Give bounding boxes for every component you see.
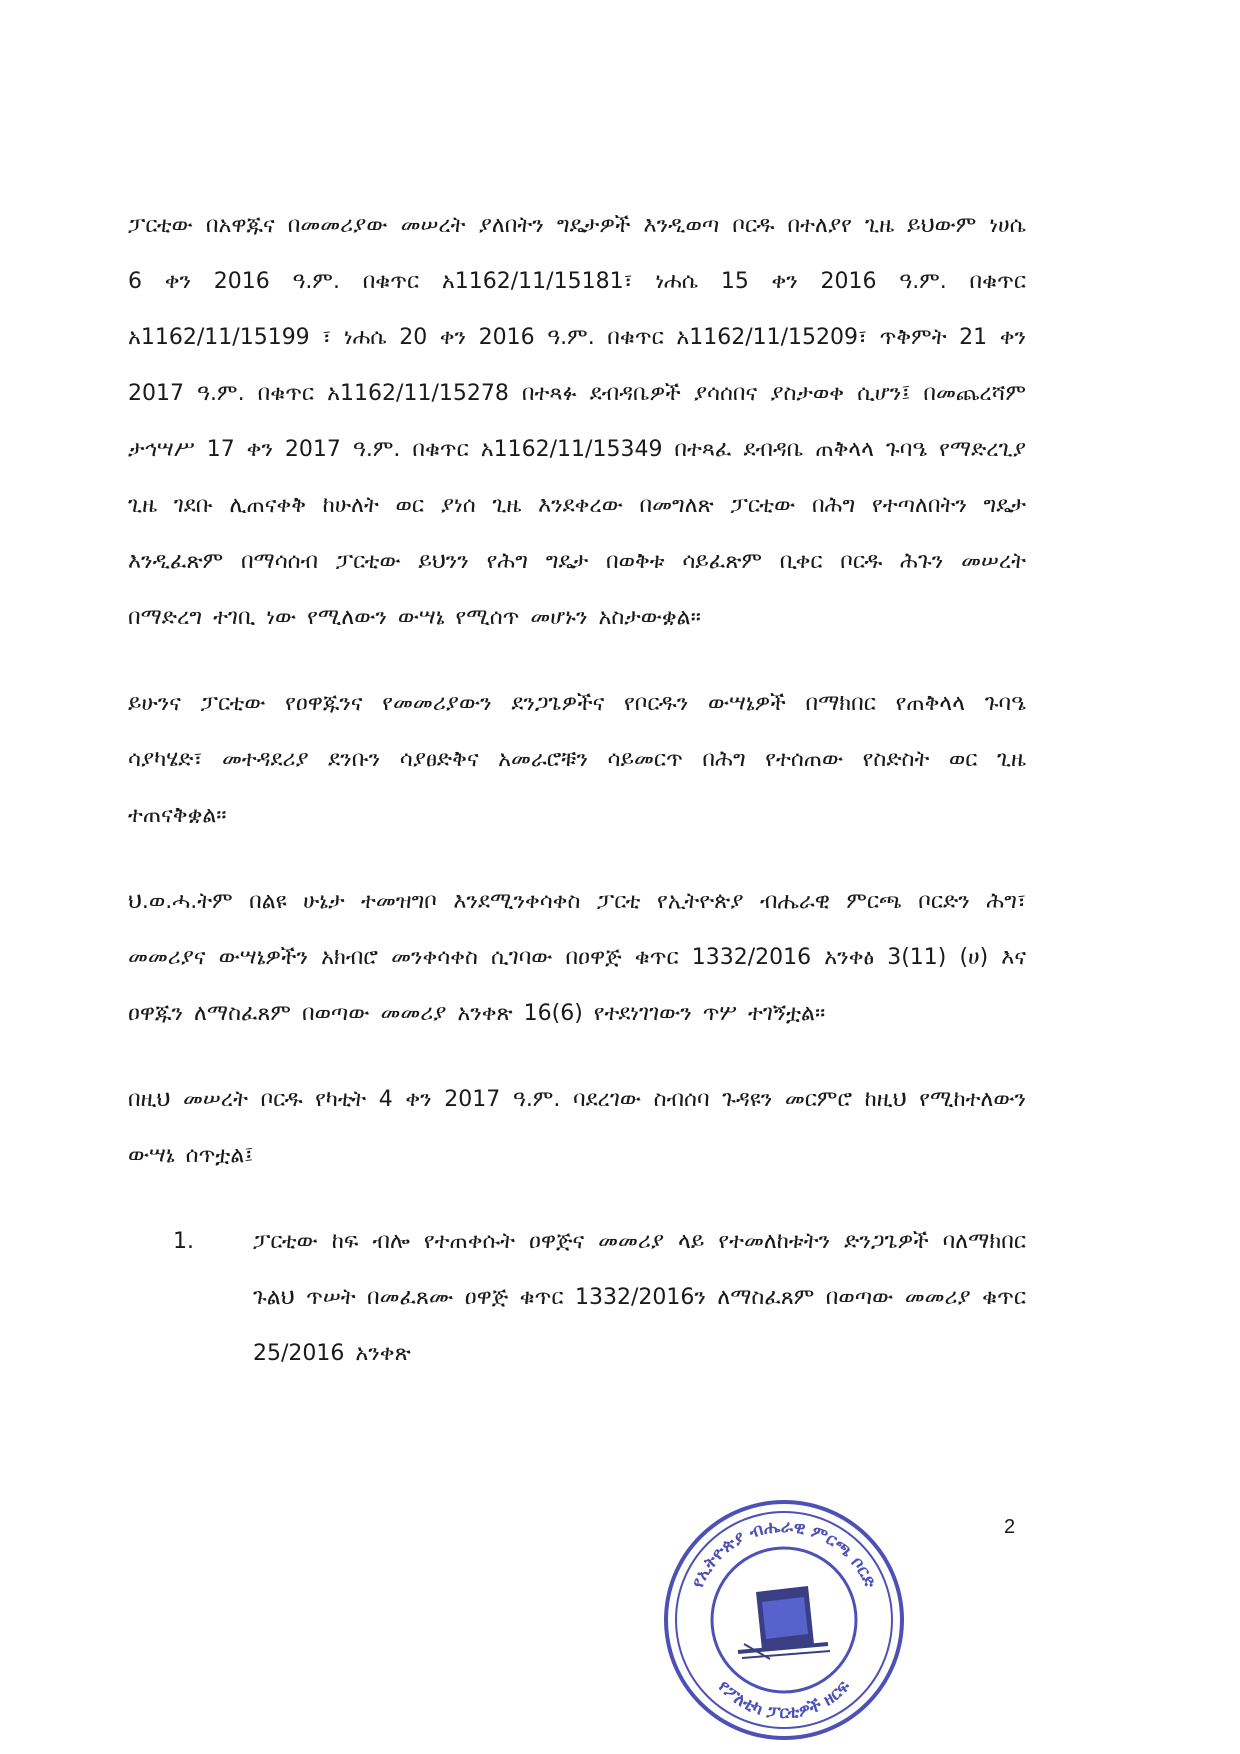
paragraph-2: ይሁንና ፓርቲው የዐዋጁንና የመመሪያውን ደንጋጌዎችና የቦርዱን ውሣኔዎች በማክበር የጠቅላላ ጉባዔ ሳያካሄድ፣ መተዳደሪያ ደንቡን ሳያፀድቅና አመራሮቹን ሳይመርጥ በሕግ የተሰጠው የስድስት ወር ጊዜ ተጠናቅቋል።: [128, 691, 1026, 828]
official-seal-stamp: [658, 1494, 910, 1746]
page-number: 2: [1004, 1516, 1016, 1538]
paragraph-3: ህ.ወ.ሓ.ትም በልዩ ሁኔታ ተመዝግቦ እንደሚንቀሳቀስ ፓርቲ የኢትዮጵያ ብሔራዊ ምርጫ ቦርድን ሕግ፣ መመሪያና ውሣኔዎችን አክብሮ መንቀሳቀስ ሲገባው በዐዋጅ ቁጥር 1332/2016 አንቀፅ 3(11) (ሀ) እና ዐዋጁን ለማስፈጸም በወጣው መመሪያ አንቀጽ 16(6) የተደነገገውን ጥሦ ተገኝቷል።: [128, 889, 1026, 1026]
seal-top-text: የኢትዮጵያ ብሔራዊ ምርጫ ቦርድ: [687, 1516, 881, 1591]
paragraph-4: በዚህ መሠረት ቦርዱ የካቲት 4 ቀን 2017 ዓ.ም. ባደረገው ስብሰባ ጉዳዩን መርምሮ ከዚህ የሚከተለውን ውሣኔ ሰጥቷል፤: [128, 1087, 1026, 1168]
list-item: [173, 1214, 1026, 1382]
paragraph-1: ፓርቲው በአዋጁና በመመሪያው መሠረት ያለበትን ግዴታዎች እንዲወጣ ቦርዱ በተለያየ ጊዜ ይህውም ነሀሴ 6 ቀን 2016 ዓ.ም. በቁጥር አ1162/11/15181፣ ነሐሴ 15 ቀን 2016 ዓ.ም. በቁጥር አ1162/11/15199 ፣ ነሐሴ 20 ቀን 2016 ዓ.ም. በቁጥር አ1162/11/15209፣ ጥቅምት 21 ቀን 2017 ዓ.ም. በቁጥር አ1162/11/15278 በተጻፉ ደብዳቤዎች ያሳሰበና ያስታወቀ ሲሆን፤ በመጨረሻም ታኅሣሥ 17 ቀን 2017 ዓ.ም. በቁጥር አ1162/11/15349 በተጻፈ ደብዳቤ ጠቅላላ ጉባዔ የማድረጊያ ጊዜ ገደቡ ሊጠናቀቅ ከሁለት ወር ያነሰ ጊዜ እንደቀረው በመግለጽ ፓርቲው በሕግ የተጣለበትን ግዴታ እንዲፈጽም በማሳሰብ ፓርቲው ይህንን የሕግ ግዴታ በወቅቱ ሳይፈጽም ቢቀር ቦርዱ ሕጉን መሠረት በማድረግ ተገቢ ነው የሚለውን ውሣኔ የሚሰጥ መሆኑን አስታውቋል።: [128, 213, 1026, 630]
list-item-number: 1.: [173, 1229, 194, 1254]
seal-bottom-text: የፖለቲካ ፓርቲዎች ዘርፍ: [713, 1676, 855, 1724]
list-item-text: ፓርቲው ከፍ ብሎ የተጠቀሱት ዐዋጅና መመሪያ ላይ የተመለከቱትን ድንጋጌዎች ባለማክበር ጉልህ ጥሠት በመፈጸሙ ዐዋጅ ቁጥር 1332/2016ን ለማስፈጸም በወጣው መመሪያ ቁጥር 25/2016 አንቀጽ: [253, 1229, 1026, 1366]
ballot-box-emblem: [738, 1586, 830, 1659]
document-body: [128, 198, 1026, 1382]
decision-list: [128, 1214, 1026, 1382]
